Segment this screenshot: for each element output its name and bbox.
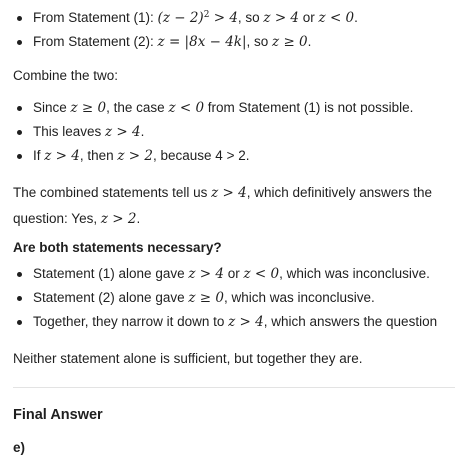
item-text: . [354,10,358,25]
item-text: , which definitively answers the [246,185,433,200]
item-text: or [299,10,319,25]
necessity-list [0,262,437,334]
item-text: If [33,148,45,163]
math-expression: z ≥ 0 [70,100,107,116]
item-text: question: Yes, [13,211,101,226]
item-text: From Statement (1): [33,10,158,25]
math-expression: z = |8x − 4k| [157,34,247,50]
math-expression: z > 2 [100,211,137,227]
math-expression: z > 4 [188,266,224,282]
item-text: , which was inconclusive. [223,290,375,305]
item-text: , which answers the question [263,314,438,329]
math-expression: z ≥ 0 [272,34,308,50]
list-item [0,262,437,286]
item-text: Together, they narrow it down to [33,314,229,329]
item-text: . [140,124,145,139]
item-text: . [307,34,312,49]
conclusion-paragraph [0,180,432,232]
item-text: This leaves [33,124,106,139]
item-text: , so [246,34,273,49]
list-item [0,144,413,168]
list-item [0,286,437,310]
math-expression: z < 0 [168,100,205,116]
math-expression: z > 4 [228,314,264,330]
item-text: from Statement (1) is not possible. [204,100,414,115]
section-divider [13,387,455,388]
conclusion-line-2 [0,206,432,232]
math-expression: z > 4 [44,148,80,164]
list-item [0,6,358,30]
math-expression: z > 4 [263,10,300,26]
conclusion-line-1 [0,180,432,206]
list-item [0,30,358,54]
math-expression: $(z - 2)^2 > 4$ [157,10,238,26]
list-item [0,96,413,120]
item-text: , so [237,10,264,25]
math-expression: z > 4 [105,124,141,140]
necessary-heading: Are both statements necessary? [13,240,222,255]
item-text: or [223,266,244,281]
item-text: Since [33,100,71,115]
math-expression: z > 2 [117,148,154,164]
math-expression: z > 4 [211,185,247,201]
item-text: Statement (2) alone gave [33,290,189,305]
combine-list [0,96,413,168]
list-item [0,310,437,334]
item-text: , the case [106,100,169,115]
item-text: The combined statements tell us [13,185,212,200]
item-text: Statement (1) alone gave [33,266,189,281]
math-expression: z < 0 [318,10,355,26]
summary-text: Neither statement alone is sufficient, but together they are. [13,351,363,366]
item-text: , which was inconclusive. [279,266,430,281]
final-answer-value: e) [13,440,26,455]
final-answer-heading: Final Answer [13,407,103,423]
list-item [0,120,413,144]
combine-text: Combine the two: [13,68,119,83]
math-expression: z < 0 [243,266,280,282]
item-text: From Statement (2): [33,34,158,49]
statement-analysis-list [0,6,358,54]
item-text: . [136,211,141,226]
item-text: , then [79,148,118,163]
item-text: , because 4 > 2. [153,148,250,163]
math-expression: z ≥ 0 [188,290,224,306]
